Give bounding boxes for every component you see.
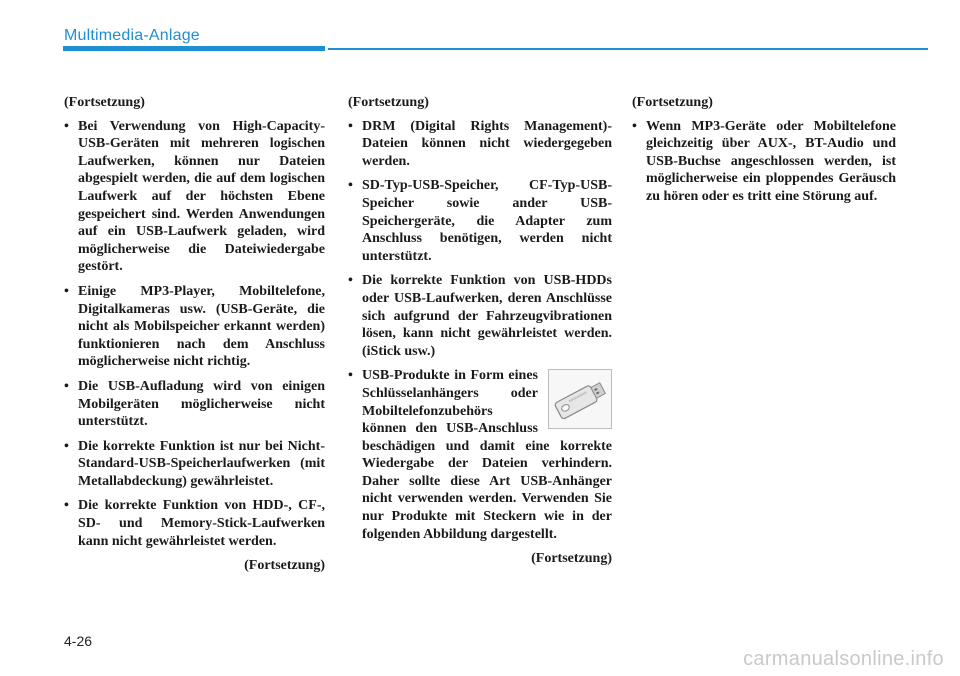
list-item: • Wenn MP3-Geräte oder Mobiltelefone gleichzeitig über AUX-, BT-Audio und USB-Buchse angeschlossen werden, ist möglicherweise ein ploppendes Geräusch zu hören oder es tritt eine Störung auf. [632, 118, 896, 206]
continued-header: (Fortsetzung) [348, 95, 429, 110]
text-column-1 [64, 94, 325, 575]
page-number: 4-26 [64, 633, 93, 649]
continued-header: (Fortsetzung) [64, 95, 145, 110]
list-item-with-figure [348, 367, 612, 543]
bullet-list [348, 118, 612, 544]
list-item: • Einige MP3-Player, Mobiltelefone, Digitalkameras usw. (USB-Geräte, die nicht als Mobilspeicher erkannt werden) funktionieren nach dem Anschluss möglicherweise nicht richtig. [64, 283, 325, 371]
list-item-text: USB-Produkte in Form eines Schlüsselanhängers oder Mobiltelefonzubehörs können den USB-Anschluss beschädigen und damit eine korrekte Wiedergabe der Dateien verhindern. Daher sollte diese Art USB-Anhänger nicht verwenden werden. Verwenden Sie nur Produkte mit Steckern wie in der folgenden Abbildung dargestellt. [362, 368, 612, 542]
watermark: carmanualsonline.info [743, 648, 944, 670]
list-item: • DRM (Digital Rights Management)-Dateien können nicht wiedergegeben werden. [348, 118, 612, 171]
list-item: • SD-Typ-USB-Speicher, CF-Typ-USB-Speicher sowie ander USB-Speichergeräte, die Adapter zum Anschluss benötigen, werden nicht unterstützt. [348, 177, 612, 265]
text-column-3 [632, 94, 896, 213]
list-item: • Bei Verwendung von High-Capacity-USB-Geräten mit mehreren logischen Laufwerken, können nur Dateien abgespielt werden, die auf dem logischen Laufwerk auf der höchsten Ebene gespeichert sind. Werden Anwendungen auf ein USB-Laufwerk geladen, wird möglicherweise die Dateiwiedergabe gestört. [64, 118, 325, 276]
bullet-list [64, 118, 325, 551]
continued-footer: (Fortsetzung) [531, 551, 612, 567]
list-item: • Die korrekte Funktion ist nur bei Nicht-Standard-USB-Speicherlaufwerken (mit Metallabdeckung) gewährleistet. [64, 438, 325, 491]
continued-header: (Fortsetzung) [632, 95, 713, 110]
usb-stick-icon [549, 370, 611, 428]
header-rule-thin [328, 48, 928, 50]
bullet-list [632, 118, 896, 206]
continued-footer: (Fortsetzung) [244, 558, 325, 574]
list-item: • Die korrekte Funktion von HDD-, CF-, SD- und Memory-Stick-Laufwerken kann nicht gewährleistet werden. [64, 497, 325, 550]
section-title: Multimedia-Anlage [64, 27, 200, 44]
list-item: • Die korrekte Funktion von USB-HDDs oder USB-Laufwerken, deren Anschlüsse sich aufgrund der Fahrzeugvibrationen lösen, kann nicht gewährleistet werden. (iStick usw.) [348, 272, 612, 360]
header-rule-thick [63, 46, 325, 51]
usb-stick-illustration [548, 369, 612, 429]
list-item: • Die USB-Aufladung wird von einigen Mobilgeräten möglicherweise nicht unterstützt. [64, 378, 325, 431]
text-column-2 [348, 94, 612, 568]
